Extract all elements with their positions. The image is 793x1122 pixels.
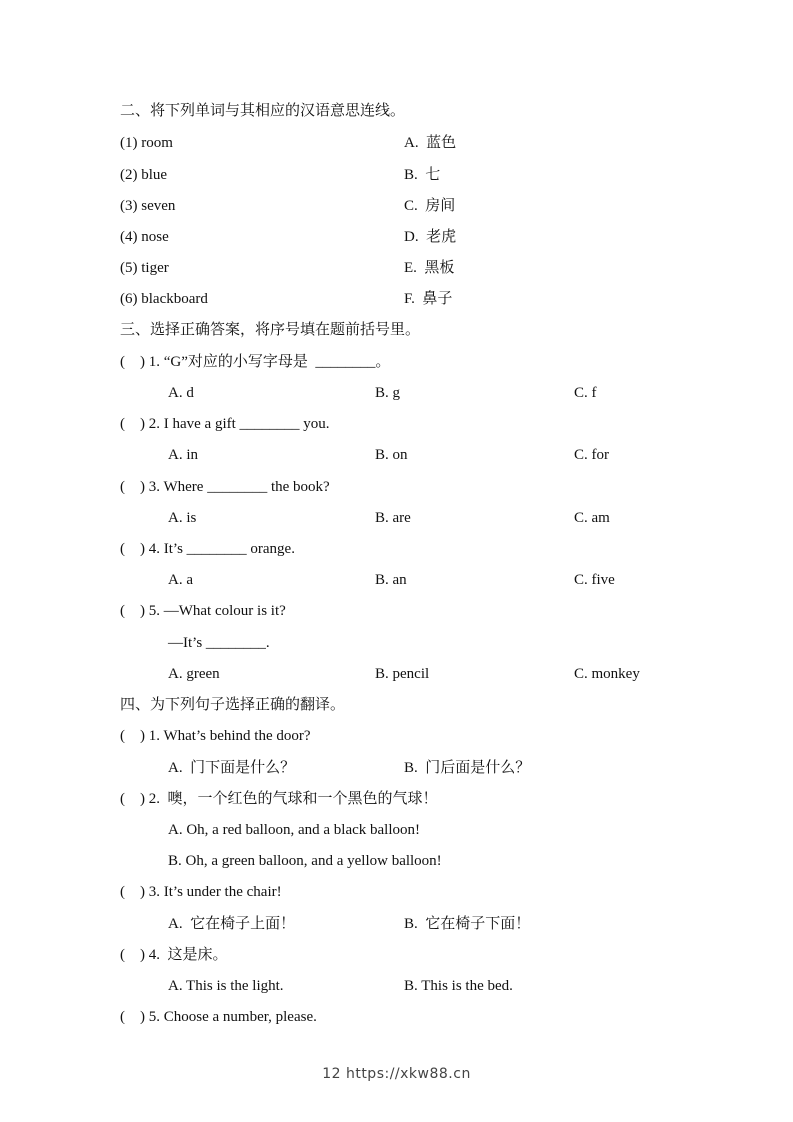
option-a: A. 门下面是什么？: [168, 760, 296, 776]
options-row: [0, 660, 793, 688]
match-row: [0, 161, 793, 189]
option-c: C. am: [574, 510, 610, 526]
options-row: [0, 441, 793, 469]
question-text: ( ) 1. “G”对应的小写字母是 ________。: [120, 354, 391, 370]
question-text: ( ) 3. Where ________ the book?: [120, 479, 330, 495]
match-meaning: D. 老虎: [404, 229, 457, 245]
option-row: [0, 847, 793, 875]
match-row: [0, 223, 793, 251]
option-a: A. 它在椅子上面！: [168, 916, 296, 932]
option-a: A. This is the light.: [168, 978, 284, 994]
option-b: B. are: [375, 510, 411, 526]
section-match-title: [0, 97, 793, 125]
match-meaning: E. 黑板: [404, 260, 455, 276]
section-title: 二、将下列单词与其相应的汉语意思连线。: [120, 103, 406, 119]
options-row: [0, 566, 793, 594]
match-word: (5) tiger: [120, 260, 169, 276]
match-word: (6) blackboard: [120, 291, 208, 307]
match-meaning: C. 房间: [404, 198, 456, 214]
option-b: B. 它在椅子下面！: [404, 916, 531, 932]
option-c: C. monkey: [574, 666, 640, 682]
options-row: [0, 972, 793, 1000]
match-word: (3) seven: [120, 198, 176, 214]
match-row: [0, 254, 793, 282]
question-text: ( ) 3. It’s under the chair!: [120, 884, 282, 900]
question: [0, 473, 793, 501]
question-text: ( ) 5. Choose a number, please.: [120, 1009, 317, 1025]
option-a: A. in: [168, 447, 198, 463]
option-b: B. Oh, a green balloon, and a yellow balloon!: [168, 853, 442, 869]
match-row: [0, 192, 793, 220]
option-a: A. d: [168, 385, 194, 401]
option-c: C. five: [574, 572, 615, 588]
question-text: ( ) 2. 噢，一个红色的气球和一个黑色的气球！: [120, 791, 438, 807]
option-b: B. This is the bed.: [404, 978, 513, 994]
section-title: 四、为下列句子选择正确的翻译。: [120, 697, 346, 713]
section-choose-title: [0, 316, 793, 344]
match-meaning: B. 七: [404, 167, 441, 183]
match-meaning: A. 蓝色: [404, 135, 457, 151]
section-title: 三、选择正确答案，将序号填在题前括号里。: [120, 322, 421, 338]
option-row: [0, 816, 793, 844]
question: [0, 410, 793, 438]
options-row: [0, 754, 793, 782]
match-meaning: F. 鼻子: [404, 291, 453, 307]
question-text: ( ) 4. It’s ________ orange.: [120, 541, 295, 557]
question-text-line2: —It’s ________.: [168, 635, 270, 651]
page-footer: 12 https://xkw88.cn: [322, 1066, 471, 1082]
option-a: A. green: [168, 666, 220, 682]
question: [0, 348, 793, 376]
option-b: B. pencil: [375, 666, 430, 682]
match-word: (2) blue: [120, 167, 168, 183]
match-word: (4) nose: [120, 229, 169, 245]
match-word: (1) room: [120, 135, 173, 151]
question: [0, 535, 793, 563]
question: [0, 722, 793, 750]
option-b: B. on: [375, 447, 408, 463]
option-c: C. f: [574, 385, 597, 401]
option-a: A. is: [168, 510, 197, 526]
options-row: [0, 910, 793, 938]
section-translate-title: [0, 691, 793, 719]
question-text: ( ) 2. I have a gift ________ you.: [120, 416, 330, 432]
question: [0, 785, 793, 813]
question-text: ( ) 1. What’s behind the door?: [120, 728, 311, 744]
option-b: B. g: [375, 385, 401, 401]
question-continuation: [0, 629, 793, 657]
option-b: B. 门后面是什么？: [404, 760, 531, 776]
match-row: [0, 129, 793, 157]
match-row: [0, 285, 793, 313]
option-a: A. a: [168, 572, 193, 588]
question: [0, 597, 793, 625]
question-text: ( ) 5. —What colour is it?: [120, 603, 286, 619]
option-b: B. an: [375, 572, 407, 588]
options-row: [0, 504, 793, 532]
question: [0, 878, 793, 906]
option-a: A. Oh, a red balloon, and a black balloon!: [168, 822, 421, 838]
question: [0, 941, 793, 969]
options-row: [0, 379, 793, 407]
question-text: ( ) 4. 这是床。: [120, 947, 228, 963]
option-c: C. for: [574, 447, 609, 463]
question: [0, 1003, 793, 1031]
